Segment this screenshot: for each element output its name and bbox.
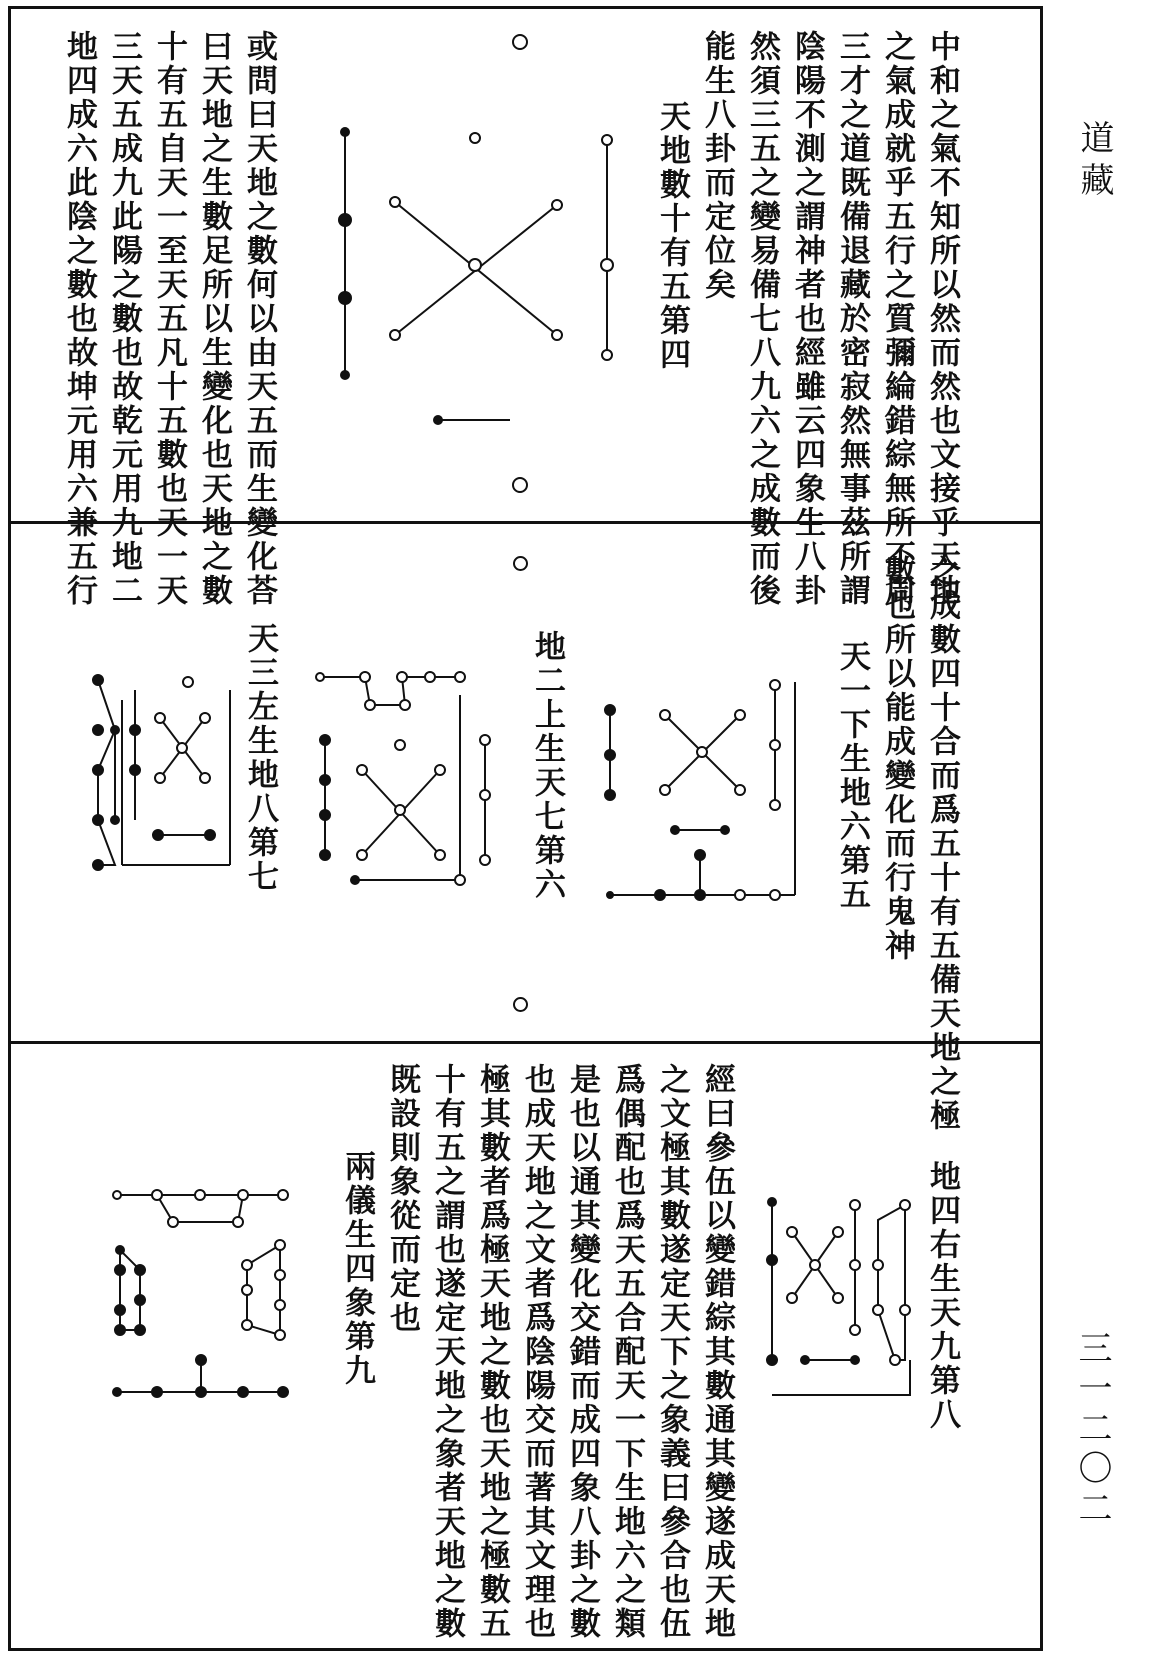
text-column: 十有五之謂也遂定天地之象者天地之數 [429, 1063, 465, 1641]
text-column: 然須三五之變易備七八九六之成數而後 [744, 30, 780, 608]
marker-circle [513, 997, 528, 1012]
page-number: 三一二〇二 [1072, 1330, 1112, 1530]
panel-divider-bottom [8, 1041, 1043, 1044]
diagram-numbers-fifteen [320, 30, 640, 500]
text-column: 極其數者爲極天地之數也天地之極數五 [474, 1063, 510, 1641]
text-column: 之成數四十合而爲五十有五備天地之極 [924, 555, 960, 1133]
text-column: 能生八卦而定位矣 [699, 30, 735, 302]
collection-label: 道藏 [1074, 120, 1114, 204]
diagram-heaven-one-earth-six [600, 670, 810, 910]
text-column: 也成天地之文者爲陰陽交而著其文理也 [519, 1063, 555, 1641]
text-column: 經曰參伍以變錯綜其數通其變遂成天地 [699, 1063, 735, 1641]
text-column: 既設則象從而定也 [384, 1063, 420, 1335]
text-column: 地四成六此陰之數也故坤元用六兼五行 [61, 30, 97, 608]
text-column: 曰天地之生數足所以生變化也天地之數 [196, 30, 232, 608]
diagram-heaven-three-earth-eight [80, 670, 240, 880]
diagram-title: 天一下生地六第五 [834, 640, 870, 912]
diagram-title: 天三左生地八第七 [242, 622, 278, 894]
text-column: 是也以通其變化交錯而成四象八卦之數 [564, 1063, 600, 1641]
text-column: 十有五自天一至天五凡十五數也天一天 [151, 30, 187, 608]
diagram-title: 地二上生天七第六 [529, 630, 565, 902]
diagram-two-modes-four-images [105, 1180, 305, 1420]
text-column: 爲偶配也爲天五合配天一下生地六之類 [609, 1063, 645, 1641]
text-column: 之文極其數遂定天下之象義曰參合也伍 [654, 1063, 690, 1641]
diagram-title: 地四右生天九第八 [924, 1160, 960, 1432]
text-column: 或問曰天地之數何以由天五而生變化荅 [241, 30, 277, 608]
text-column: 陰陽不測之謂神者也經雖云四象生八卦 [789, 30, 825, 608]
diagram-title: 兩儀生四象第九 [339, 1150, 375, 1388]
diagram-earth-four-heaven-nine [760, 1190, 920, 1420]
text-column: 數也所以能成變化而行鬼神 [879, 555, 915, 963]
diagram-earth-two-heaven-seven [310, 665, 500, 895]
text-column: 中和之氣不知所以然而然也文接乎天地 [924, 30, 960, 608]
text-column: 之氣成就乎五行之質彌綸錯綜無所不周 [879, 30, 915, 608]
text-column: 三天五成九此陽之數也故乾元用九地二 [106, 30, 142, 608]
text-column: 三才之道既備退藏於密寂然無事茲所謂 [834, 30, 870, 608]
marker-circle [513, 556, 528, 571]
diagram-title: 天地數十有五第四 [654, 100, 690, 372]
